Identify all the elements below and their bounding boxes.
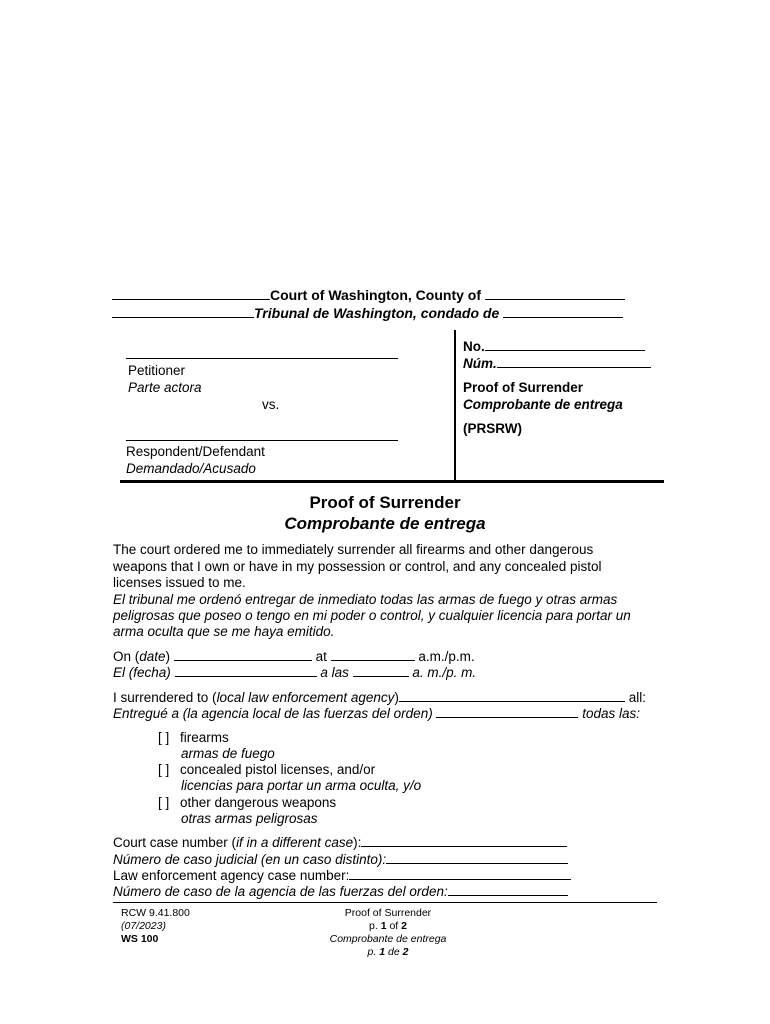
date-label: date: [139, 649, 166, 664]
firearms-label-es: armas de fuego: [181, 746, 275, 761]
intro-es-1: El tribunal me ordenó entregar de inmediato todas las armas de fuego y otras armas: [113, 592, 618, 607]
court-header-es-text: Tribunal de Washington, condado de: [254, 305, 500, 321]
a-las-label: a las: [320, 665, 349, 680]
footer-page: [0, 920, 770, 932]
footer-title-es: Comprobante de entrega: [329, 933, 447, 945]
respondent-label-es: Demandado/Acusado: [126, 461, 256, 476]
court-header-en-text: Court of Washington, County of: [270, 287, 481, 303]
agency-blank[interactable]: [399, 690, 625, 702]
on-label: On (: [113, 649, 140, 664]
caption-doc-title-es: Comprobante de entrega: [463, 397, 623, 412]
todas-label: todas las:: [582, 706, 641, 721]
date-line-en: [113, 649, 475, 664]
footer-page-es-of: de: [388, 946, 400, 958]
footer-page-of: of: [389, 920, 399, 932]
item-licenses[interactable]: [158, 762, 375, 777]
footer-date: (07/2023): [121, 920, 166, 932]
other-weapons-label-es: otras armas peligrosas: [181, 811, 318, 826]
footer-page-es: [0, 946, 770, 958]
condado-blank[interactable]: [503, 306, 623, 318]
respondent-signature-line[interactable]: [126, 440, 398, 441]
court-case-es-text: Número de caso judicial (en un caso distinto):: [113, 852, 387, 867]
all-label: all:: [628, 690, 646, 705]
other-weapons-checkbox[interactable]: [ ]: [158, 795, 170, 810]
numero-agencia-blank[interactable]: [448, 884, 568, 896]
firearms-checkbox[interactable]: [ ]: [158, 730, 170, 745]
licenses-label-es: licencias para portar un arma oculta, y/o: [181, 778, 422, 793]
agency-case-number-es: [113, 884, 568, 899]
county-blank[interactable]: [485, 288, 625, 300]
petitioner-signature-line[interactable]: [126, 358, 398, 359]
surrendered-es-text: Entregué a (la agencia local de las fuerzas del orden): [113, 706, 433, 721]
surrendered-post: ): [394, 690, 399, 705]
court-case-pre: Court case number (: [113, 835, 237, 850]
item-other-weapons[interactable]: [158, 795, 336, 810]
fecha-blank[interactable]: [175, 665, 317, 677]
surrendered-es: [113, 706, 640, 721]
ampm-es-label: a. m./p. m.: [412, 665, 477, 680]
other-weapons-label: other dangerous weapons: [180, 795, 337, 810]
petitioner-label: Petitioner: [128, 363, 186, 378]
firearms-label: firearms: [180, 730, 229, 745]
case-no-label: No.: [463, 339, 485, 354]
agency-case-es-text: Número de caso de la agencia de las fuerzas del orden:: [113, 884, 448, 899]
court-case-italic: if in a different case: [236, 835, 354, 850]
fecha-label: El (fecha): [113, 665, 171, 680]
court-name-blank[interactable]: [112, 288, 270, 300]
at-label: at: [315, 649, 327, 664]
page-title: Proof of Surrender: [309, 493, 461, 512]
date-blank[interactable]: [174, 649, 312, 661]
date-line-es: [113, 665, 476, 680]
licenses-checkbox[interactable]: [ ]: [158, 762, 170, 777]
court-case-number-blank[interactable]: [361, 835, 567, 847]
intro-en-1: The court ordered me to immediately surrender all firearms and other dangerous: [113, 542, 594, 557]
agency-case-number-blank[interactable]: [349, 868, 571, 880]
ampm-label: a.m./p.m.: [418, 649, 475, 664]
case-num-label: Núm.: [463, 356, 497, 371]
intro-es-3: arma oculta que se me haya emitido.: [113, 624, 335, 639]
respondent-label: Respondent/Defendant: [126, 444, 265, 459]
footer-form-id: WS 100: [121, 933, 159, 945]
footer-page-num: 1: [380, 920, 387, 932]
surrendered-pre: I surrendered to (: [113, 690, 217, 705]
page-title-es: Comprobante de entrega: [284, 514, 486, 533]
court-case-number-es: [113, 852, 568, 867]
court-header-en: [112, 287, 625, 303]
court-header-es: [112, 305, 623, 321]
case-no-es: [463, 356, 651, 371]
caption-doc-code: (PRSRW): [463, 421, 522, 436]
item-firearms[interactable]: [158, 730, 229, 745]
licenses-label: concealed pistol licenses, and/or: [180, 762, 376, 777]
versus-label: vs.: [262, 397, 280, 412]
time-blank[interactable]: [331, 649, 415, 661]
court-case-post: ):: [353, 835, 362, 850]
caption-divider-vertical: [454, 330, 456, 482]
agencia-blank[interactable]: [436, 706, 578, 718]
agency-case-number-en: [113, 868, 571, 883]
petitioner-label-es: Parte actora: [128, 380, 202, 395]
footer-title: Proof of Surrender: [344, 907, 432, 919]
surrendered-en: [113, 690, 646, 705]
intro-es-2: peligrosas que poseo o tengo en mi poder o control, y cualquier licencia para portar un: [113, 608, 631, 623]
footer-page-es-total: 2: [402, 946, 409, 958]
caption-doc-title: Proof of Surrender: [463, 380, 584, 395]
court-case-number-en: [113, 835, 567, 850]
footer-page-es-pre: p.: [367, 946, 377, 958]
intro-en-3: licenses issued to me.: [113, 575, 246, 590]
agency-label: local law enforcement agency: [216, 690, 395, 705]
numero-caso-blank[interactable]: [386, 852, 568, 864]
footer-page-pre: p.: [369, 920, 378, 932]
case-num-blank[interactable]: [497, 356, 651, 368]
footer-page-es-num: 1: [379, 946, 386, 958]
footer-rcw: RCW 9.41.800: [121, 907, 190, 919]
footer-rule: [113, 902, 657, 903]
case-no-en: [463, 339, 645, 354]
footer-page-total: 2: [401, 920, 407, 932]
hora-blank[interactable]: [353, 665, 409, 677]
caption-divider-horizontal: [120, 480, 664, 483]
tribunal-name-blank[interactable]: [112, 306, 254, 318]
agency-case-en-text: Law enforcement agency case number:: [113, 868, 350, 883]
intro-en-2: weapons that I own or have in my possession or control, and any concealed pistol: [113, 559, 602, 574]
case-no-blank[interactable]: [485, 339, 645, 351]
date-close: ): [165, 649, 171, 664]
